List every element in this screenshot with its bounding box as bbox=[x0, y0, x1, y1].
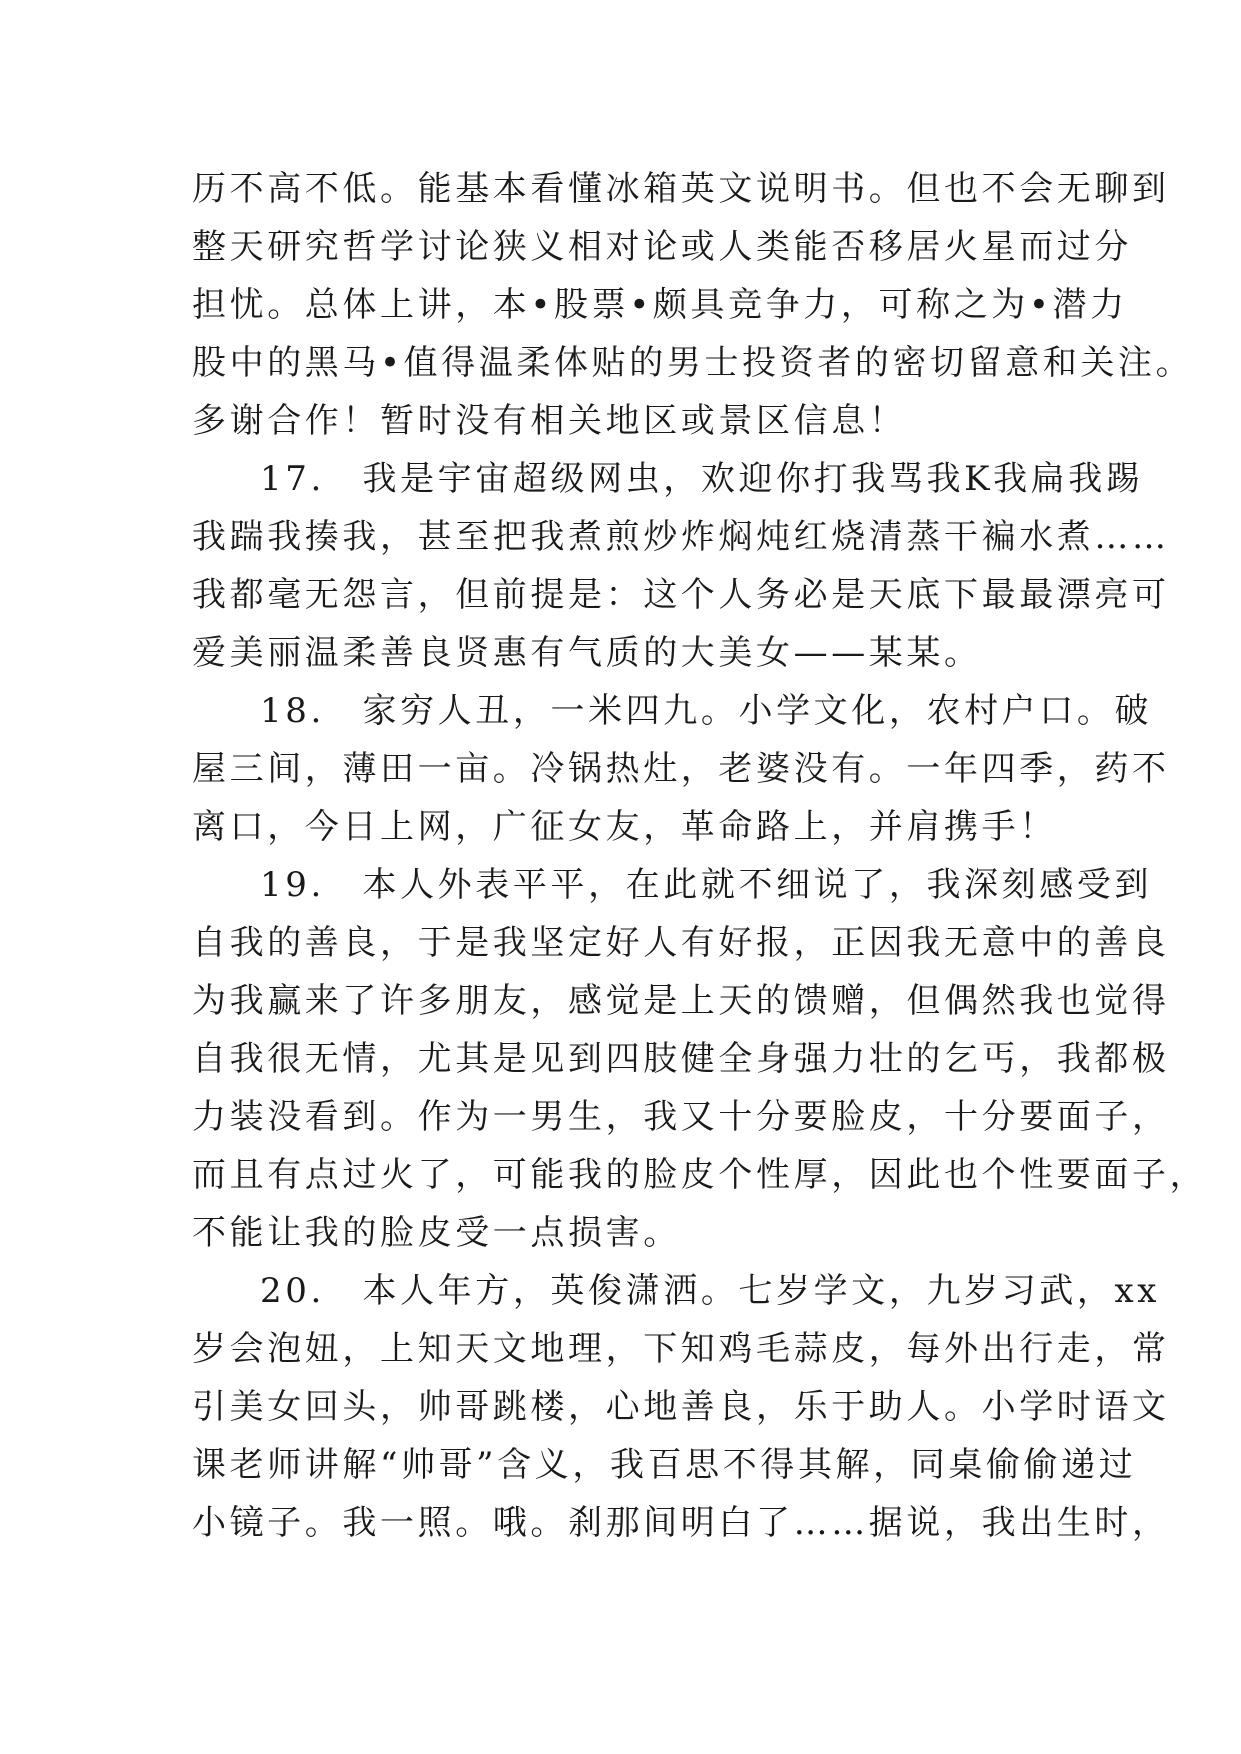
text-line: 力装没看到。作为一男生，我又十分要脸皮，十分要面子， bbox=[192, 1097, 1170, 1137]
text-line: 担忧。总体上讲，本•股票•颇具竞争力，可称之为•潜力 bbox=[192, 285, 1128, 325]
text-line: 自我的善良，于是我坚定好人有好报，正因我无意中的善良 bbox=[192, 923, 1170, 963]
text-line: 不能让我的脸皮受一点损害。 bbox=[192, 1213, 681, 1253]
text-line: 为我赢来了许多朋友，感觉是上天的馈赠，但偶然我也觉得 bbox=[192, 981, 1170, 1021]
text-line: 股中的黑马•值得温柔体贴的男士投资者的密切留意和关注。 bbox=[192, 343, 1194, 383]
text-line: 而且有点过火了，可能我的脸皮个性厚，因此也个性要面子， bbox=[192, 1155, 1208, 1195]
text-line: 自我很无情，尤其是见到四肢健全身强力壮的乞丐，我都极 bbox=[192, 1039, 1170, 1079]
document-body bbox=[192, 160, 1208, 1552]
text-line: 我踹我揍我，甚至把我煮煎炒炸焖炖红烧清蒸干褊水煮…… bbox=[192, 517, 1170, 557]
text-line: 我都毫无怨言，但前提是：这个人务必是天底下最最漂亮可 bbox=[192, 575, 1170, 615]
text-line: 离口，今日上网，广征女友，革命路上，并肩携手！ bbox=[192, 807, 1057, 847]
text-line: 整天研究哲学讨论狭义相对论或人类能否移居火星而过分 bbox=[192, 227, 1132, 267]
paragraph-20-first-line: 20. 本人年方，英俊潇洒。七岁学文，九岁习武，xx bbox=[260, 1271, 1161, 1311]
text-line: 历不高不低。能基本看懂冰箱英文说明书。但也不会无聊到 bbox=[192, 169, 1170, 209]
text-line: 岁会泡妞，上知天文地理，下知鸡毛蒜皮，每外出行走，常 bbox=[192, 1329, 1170, 1369]
text-line: 多谢合作！暂时没有相关地区或景区信息！ bbox=[192, 401, 907, 441]
text-line: 小镜子。我一照。哦。刹那间明白了……据说，我出生时， bbox=[192, 1503, 1170, 1543]
text-line: 屋三间，薄田一亩。冷锅热灶，老婆没有。一年四季，药不 bbox=[192, 749, 1170, 789]
paragraph-18-first-line: 18. 家穷人丑，一米四九。小学文化，农村户口。破 bbox=[260, 691, 1153, 731]
text-line: 引美女回头，帅哥跳楼，心地善良，乐于助人。小学时语文 bbox=[192, 1387, 1170, 1427]
text-line: 课老师讲解“帅哥”含义，我百思不得其解，同桌偷偷递过 bbox=[192, 1445, 1137, 1485]
text-line: 爱美丽温柔善良贤惠有气质的大美女——某某。 bbox=[192, 633, 982, 673]
paragraph-19-first-line: 19. 本人外表平平，在此就不细说了，我深刻感受到 bbox=[260, 865, 1153, 905]
paragraph-17-first-line: 17. 我是宇宙超级网虫，欢迎你打我骂我K我扁我踢 bbox=[260, 459, 1144, 499]
